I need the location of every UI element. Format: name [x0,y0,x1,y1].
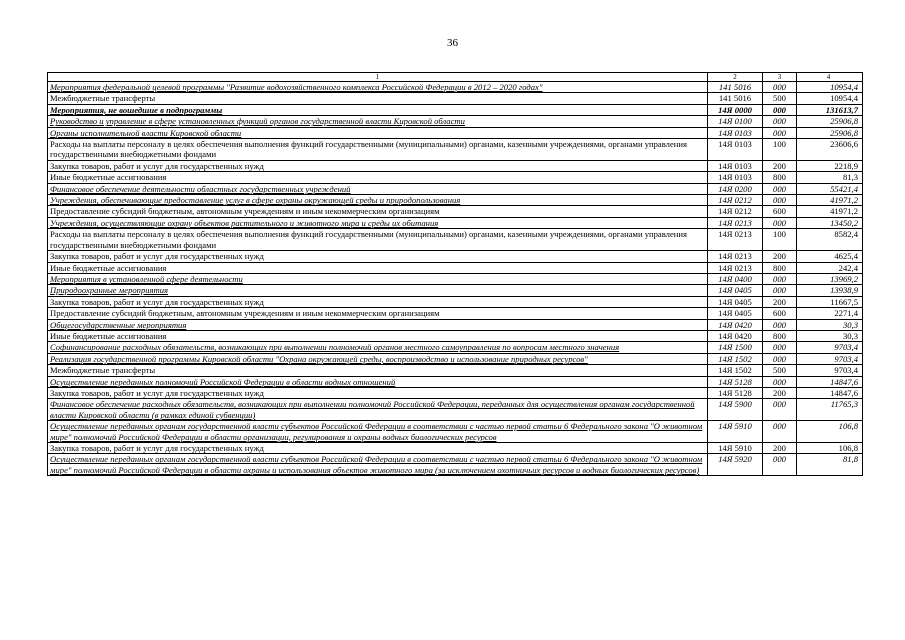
row-name-text: Учреждения, осуществляющие охрану объектов растительного и животного мира и среды их обитания [50,217,439,228]
row-value-text: 81,8 [842,454,858,465]
row-value-cell [797,116,863,127]
row-type-text: 800 [773,172,786,183]
row-name-cell [48,308,708,319]
row-name-cell [48,116,708,127]
row-name-text: Закупка товаров, работ и услуг для государственных нужд [50,160,264,171]
row-code-text: 14Я 0420 [718,330,752,341]
row-type-cell [763,421,797,443]
row-code-cell [708,195,763,206]
row-value-text: 14847,6 [830,387,858,398]
row-type-text: 500 [773,93,786,104]
row-code-cell [708,376,763,387]
row-type-cell [763,172,797,183]
row-code-cell [708,421,763,443]
row-name-cell [48,273,708,284]
row-value-text: 106,8 [838,443,858,453]
row-name-text: Мероприятия в установленной сфере деятельности [50,273,243,284]
row-name-text: Финансовое обеспечение расходных обязательств, возникающих при выполнении полномочий Российской Федерации, переданных для осуществления органам государственной власти Кировской области (в рамках единой субвенции) [50,399,695,420]
row-name-cell [48,296,708,307]
row-name-cell [48,217,708,228]
row-type-text: 000 [773,353,786,364]
row-code-text: 14Я 5920 [718,454,752,465]
row-code-cell [708,262,763,273]
row-type-cell [763,308,797,319]
row-value-cell [797,454,863,476]
row-code-text: 14Я 0420 [718,319,752,330]
table-row [48,308,863,319]
row-name-cell [48,262,708,273]
row-name-cell [48,104,708,115]
row-code-cell [708,342,763,353]
row-type-cell [763,353,797,364]
row-value-text: 13938,9 [830,285,858,296]
row-name-text: Закупка товаров, работ и услуг для государственных нужд [50,387,264,398]
row-code-text: 14Я 5128 [718,376,752,387]
table-row [48,273,863,284]
row-value-cell [797,308,863,319]
row-code-cell [708,251,763,262]
row-value-cell [797,330,863,341]
row-code-cell [708,116,763,127]
row-value-cell [797,353,863,364]
table-row [48,376,863,387]
row-name-text: Закупка товаров, работ и услуг для государственных нужд [50,443,264,453]
row-value-text: 41971,2 [830,195,858,206]
row-value-text: 11667,5 [830,296,858,307]
row-name-text: Иные бюджетные ассигнования [50,262,167,273]
row-type-cell [763,342,797,353]
row-value-cell [797,251,863,262]
row-type-cell [763,217,797,228]
row-name-cell [48,251,708,262]
row-type-text: 500 [773,365,786,376]
row-value-text: 10954,4 [830,93,858,104]
row-type-text: 200 [773,251,786,262]
row-type-cell [763,285,797,296]
row-type-cell [763,330,797,341]
row-code-text: 141 5016 [718,82,752,92]
row-code-cell [708,454,763,476]
header-col-1: 1 [48,73,708,82]
row-code-cell [708,443,763,454]
row-code-text: 14Я 1502 [718,353,752,364]
row-code-cell [708,387,763,398]
row-type-text: 200 [773,443,786,453]
row-value-text: 25906,8 [830,127,858,138]
table-row [48,104,863,115]
row-value-cell [797,342,863,353]
row-code-text: 14Я 0212 [718,206,752,217]
row-value-cell [797,262,863,273]
row-value-text: 10954,4 [830,82,858,92]
row-type-text: 600 [773,308,786,319]
row-type-text: 000 [773,273,786,284]
table-row [48,93,863,104]
row-value-text: 8582,4 [834,229,858,240]
row-value-text: 2218,9 [834,160,858,171]
row-code-text: 14Я 0213 [718,251,752,262]
row-name-cell [48,172,708,183]
row-name-cell [48,127,708,138]
row-name-text: Мероприятия федеральной целевой программы "Развитие водохозяйственного комплекса Российской Федерации в 2012 – 2020 годах" [50,82,543,92]
row-name-cell [48,399,708,421]
row-name-cell [48,342,708,353]
row-name-cell [48,443,708,454]
row-type-cell [763,273,797,284]
row-name-text: Закупка товаров, работ и услуг для государственных нужд [50,296,264,307]
row-value-text: 106,8 [838,421,858,432]
row-type-text: 000 [773,183,786,194]
row-name-text: Осуществление переданных полномочий Российской Федерации в области водных отношений [50,376,396,387]
row-value-cell [797,127,863,138]
row-value-cell [797,285,863,296]
row-code-text: 14Я 0213 [718,262,752,273]
table-row [48,454,863,476]
row-type-text: 000 [773,399,786,410]
row-type-cell [763,127,797,138]
row-value-cell [797,421,863,443]
row-value-cell [797,365,863,376]
row-type-cell [763,262,797,273]
row-name-text: Иные бюджетные ассигнования [50,330,167,341]
row-code-cell [708,160,763,171]
row-name-text: Руководство и управление в сфере установленных функций органов государственной власти Кировской области [50,116,465,127]
table-row [48,399,863,421]
row-value-cell [797,172,863,183]
row-value-text: 81,3 [842,172,858,183]
row-code-cell [708,296,763,307]
row-name-cell [48,195,708,206]
table-row [48,251,863,262]
row-value-cell [797,229,863,251]
row-value-cell [797,387,863,398]
row-value-cell [797,376,863,387]
row-type-cell [763,206,797,217]
row-type-text: 200 [773,387,786,398]
row-name-cell [48,82,708,93]
row-name-cell [48,93,708,104]
header-col-3: 3 [763,73,797,82]
row-type-cell [763,116,797,127]
row-code-cell [708,319,763,330]
row-code-text: 14Я 5900 [718,399,752,410]
row-type-cell [763,104,797,115]
row-value-cell [797,93,863,104]
table-header-row [48,73,863,82]
row-value-text: 23606,6 [830,139,858,150]
row-value-cell [797,206,863,217]
table-row [48,139,863,161]
row-name-cell [48,330,708,341]
row-code-cell [708,139,763,161]
row-type-text: 600 [773,206,786,217]
row-code-cell [708,285,763,296]
row-name-text: Органы исполнительной власти Кировской области [50,127,242,138]
header-col-2: 2 [708,73,763,82]
row-value-cell [797,195,863,206]
row-value-text: 13450,2 [830,217,858,228]
row-type-cell [763,251,797,262]
row-code-text: 14Я 1500 [718,342,752,353]
table-row [48,160,863,171]
row-name-cell [48,387,708,398]
row-value-text: 14847,6 [830,376,858,387]
row-code-text: 14Я 0100 [718,116,752,127]
row-type-text: 000 [773,319,786,330]
table-row [48,387,863,398]
row-name-text: Предоставление субсидий бюджетным, автономным учреждениям и иным некоммерческим организациям [50,206,440,217]
row-value-text: 9703,4 [834,365,858,376]
row-value-cell [797,139,863,161]
page-number: 36 [447,37,458,49]
row-value-text: 2271,4 [834,308,858,319]
row-code-text: 14Я 0200 [718,183,752,194]
row-name-text: Реализация государственной программы Кировской области "Охрана окружающей среды, воспроизводство и использование природных ресурсов" [50,353,588,364]
row-name-cell [48,160,708,171]
row-type-cell [763,183,797,194]
row-code-cell [708,82,763,93]
row-value-text: 25906,8 [830,116,858,127]
row-type-text: 000 [773,285,786,296]
row-type-cell [763,160,797,171]
table-row [48,262,863,273]
row-type-cell [763,139,797,161]
row-value-text: 131613,7 [825,104,858,115]
row-type-cell [763,387,797,398]
row-value-text: 11765,3 [830,399,858,410]
table-row [48,116,863,127]
row-code-text: 14Я 5910 [718,443,752,453]
row-name-cell [48,206,708,217]
row-type-cell [763,443,797,454]
row-type-cell [763,296,797,307]
table-row [48,421,863,443]
row-type-cell [763,195,797,206]
row-code-text: 14Я 0103 [718,172,752,183]
row-code-cell [708,229,763,251]
table-row [48,342,863,353]
row-code-cell [708,93,763,104]
row-value-text: 9703,4 [834,353,858,364]
header-col-4: 4 [797,73,863,82]
row-code-text: 14Я 0405 [718,285,752,296]
row-code-cell [708,104,763,115]
row-value-text: 4625,4 [834,251,858,262]
row-type-cell [763,365,797,376]
row-code-cell [708,330,763,341]
row-name-text: Закупка товаров, работ и услуг для государственных нужд [50,251,264,262]
row-code-text: 14Я 5128 [718,387,752,398]
row-type-text: 800 [773,330,786,341]
row-type-text: 000 [773,376,786,387]
row-name-text: Финансовое обеспечение деятельности областных государственных учреждений [50,183,351,194]
row-code-cell [708,217,763,228]
table-row [48,183,863,194]
row-value-cell [797,160,863,171]
table-row [48,217,863,228]
row-value-cell [797,319,863,330]
row-name-cell [48,353,708,364]
budget-table [47,72,863,476]
row-code-text: 14Я 0103 [718,127,752,138]
row-type-text: 000 [773,217,786,228]
row-value-text: 30,3 [842,319,858,330]
row-name-text: Осуществление переданных органам государственной власти субъектов Российской Федерации в соответствии с частью первой статьи 6 Федерального закона "О животном мире" полномочий Российской Федерации в области организации, регулирования и охраны водных биологических ресурсов [50,421,703,442]
row-code-text: 14Я 1502 [718,365,752,376]
row-code-text: 14Я 0405 [718,296,752,307]
row-name-text: Учреждения, обеспечивающие предоставление услуг в сфере охраны окружающей среды и природопользования [50,195,461,206]
row-name-cell [48,421,708,443]
row-name-cell [48,319,708,330]
row-type-text: 200 [773,160,786,171]
row-value-text: 242,4 [838,262,858,273]
row-code-cell [708,273,763,284]
row-name-text: Осуществление переданных органам государственной власти субъектов Российской Федерации в соответствии с частью первой статьи 6 Федерального закона "О животном мире" полномочий Российской Федерации в области охраны и использования объектов животного мира (за исключением охотничьих ресурсов и водных биологических ресурсов) [50,454,703,475]
row-name-text: Мероприятия, не вошедшие в подпрограммы [50,104,223,115]
row-value-cell [797,296,863,307]
row-value-cell [797,217,863,228]
row-code-text: 14Я 0405 [718,308,752,319]
row-type-text: 200 [773,296,786,307]
row-code-text: 141 5016 [718,93,752,104]
row-value-cell [797,183,863,194]
row-name-cell [48,229,708,251]
row-code-cell [708,127,763,138]
row-code-text: 14Я 0213 [718,217,752,228]
row-type-cell [763,399,797,421]
row-name-text: Софинансирование расходных обязательств, возникающих при выполнении полномочий органов местного самоуправления по вопросам местного значения [50,342,620,353]
row-code-text: 14Я 0000 [718,104,752,115]
row-name-cell [48,365,708,376]
table-row [48,285,863,296]
row-type-text: 000 [773,195,786,206]
row-code-cell [708,308,763,319]
row-code-text: 14Я 0212 [718,195,752,206]
row-value-text: 55421,4 [830,183,858,194]
table-row [48,365,863,376]
row-type-text: 100 [773,229,786,240]
row-type-text: 100 [773,139,786,150]
row-value-text: 9703,4 [834,342,858,353]
row-code-cell [708,365,763,376]
row-name-text: Природоохранные мероприятия [50,285,169,296]
row-code-cell [708,353,763,364]
row-name-text: Межбюджетные трансферты [50,365,156,376]
row-value-text: 30,3 [842,330,858,341]
row-type-text: 000 [773,421,786,432]
table-row [48,127,863,138]
row-type-text: 000 [773,454,786,465]
row-type-text: 000 [773,104,786,115]
row-code-text: 14Я 0103 [718,160,752,171]
row-code-cell [708,172,763,183]
row-name-cell [48,139,708,161]
row-value-text: 41971,2 [830,206,858,217]
row-name-text: Предоставление субсидий бюджетным, автономным учреждениям и иным некоммерческим организациям [50,308,440,319]
row-type-cell [763,82,797,93]
row-name-text: Расходы на выплаты персоналу в целях обеспечения выполнения функций государственными (муниципальными) органами, казенными учреждениями, органами управления государственными внебюджетными фондами [50,139,687,160]
table-row [48,353,863,364]
row-code-text: 14Я 0213 [718,229,752,240]
row-type-cell [763,454,797,476]
row-name-text: Расходы на выплаты персоналу в целях обеспечения выполнения функций государственными (муниципальными) органами, казенными учреждениями, органами управления государственными внебюджетными фондами [50,229,687,250]
table-row [48,206,863,217]
table-row [48,195,863,206]
row-code-text: 14Я 0400 [718,273,752,284]
row-type-text: 000 [773,82,786,92]
row-value-cell [797,273,863,284]
row-name-cell [48,285,708,296]
row-value-cell [797,443,863,454]
table-row [48,229,863,251]
row-code-cell [708,399,763,421]
table-row [48,319,863,330]
row-code-cell [708,206,763,217]
row-value-cell [797,104,863,115]
row-code-cell [708,183,763,194]
table-row [48,443,863,454]
row-type-text: 800 [773,262,786,273]
row-value-text: 13969,2 [830,273,858,284]
row-name-cell [48,454,708,476]
row-type-text: 000 [773,342,786,353]
row-name-text: Межбюджетные трансферты [50,93,156,104]
row-code-text: 14Я 5910 [718,421,752,432]
row-code-text: 14Я 0103 [718,139,752,150]
row-value-cell [797,399,863,421]
row-type-text: 000 [773,116,786,127]
table-row [48,172,863,183]
row-name-cell [48,183,708,194]
row-type-cell [763,93,797,104]
table-row [48,82,863,93]
row-name-cell [48,376,708,387]
row-type-cell [763,229,797,251]
row-name-text: Общегосударственные мероприятия [50,319,187,330]
row-type-cell [763,376,797,387]
row-value-cell [797,82,863,93]
row-type-cell [763,319,797,330]
table-row [48,330,863,341]
table-row [48,296,863,307]
row-type-text: 000 [773,127,786,138]
row-name-text: Иные бюджетные ассигнования [50,172,167,183]
